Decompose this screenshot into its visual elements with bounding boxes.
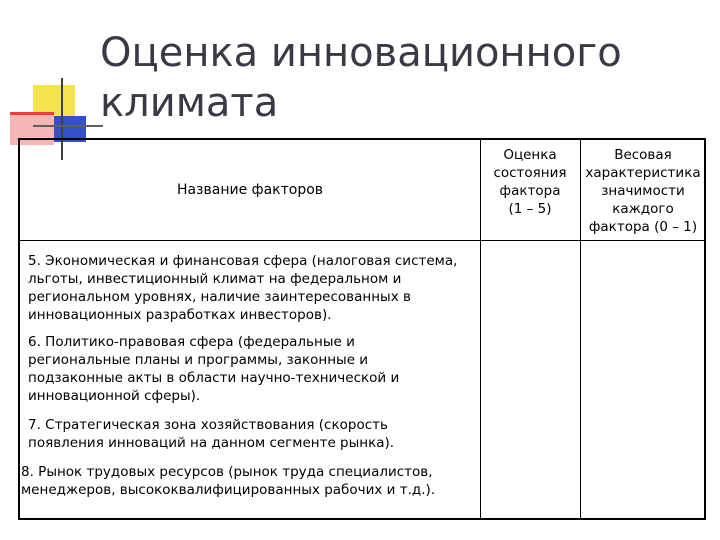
factor-line: инновационных разработках инвесторов). <box>28 307 332 323</box>
factor-line: 5. Экономическая и финансовая сфера (налоговая система, <box>28 253 458 269</box>
header-score-line: фактора <box>499 183 561 199</box>
header-factor-name-text: Название факторов <box>176 182 324 198</box>
header-weight-line: фактора (0 – 1) <box>588 219 698 235</box>
factor-row-5 <box>28 252 478 324</box>
factor-line: 7. Стратегическая зона хозяйствования (скорость <box>28 417 388 433</box>
factor-line: менеджеров, высококвалифицированных рабочих и т.д.). <box>21 482 436 498</box>
slide-title-line-1: Оценка инновационного <box>100 30 622 76</box>
factor-line: подзаконные акты в области научно-технической и <box>28 370 400 386</box>
factor-line: 6. Политико-правовая сфера (федеральные и <box>28 334 355 350</box>
factor-line: региональные планы и программы, законные и <box>28 352 369 368</box>
header-weight-line: каждого <box>612 201 674 217</box>
factor-row-8 <box>21 463 471 499</box>
header-weight-line: Весовая <box>614 147 672 163</box>
header-divider <box>20 240 704 241</box>
slide-title-line-2: климата <box>100 80 279 126</box>
header-weight <box>580 146 706 236</box>
factors-table <box>18 138 706 520</box>
factor-line: региональном уровнях, наличие заинтересованных в <box>28 289 411 305</box>
factor-line: появления инноваций на данном сегменте рынка). <box>28 435 395 451</box>
decor-horizontal-line <box>33 125 103 127</box>
factor-row-7 <box>28 416 478 452</box>
header-weight-line: характеристика <box>585 165 701 181</box>
factor-line: 8. Рынок трудовых ресурсов (рынок труда специалистов, <box>21 464 433 480</box>
header-factor-name <box>20 140 480 240</box>
header-score-line: (1 – 5) <box>508 201 552 217</box>
slide-title <box>100 28 660 128</box>
factor-line: инновационной сферы). <box>28 388 201 404</box>
header-score <box>480 146 580 218</box>
header-score-line: состояния <box>493 165 567 181</box>
header-score-line: Оценка <box>503 147 557 163</box>
header-weight-line: значимости <box>601 183 685 199</box>
factor-row-6 <box>28 333 478 405</box>
factor-line: льготы, инвестиционный климат на федеральном и <box>28 271 402 287</box>
